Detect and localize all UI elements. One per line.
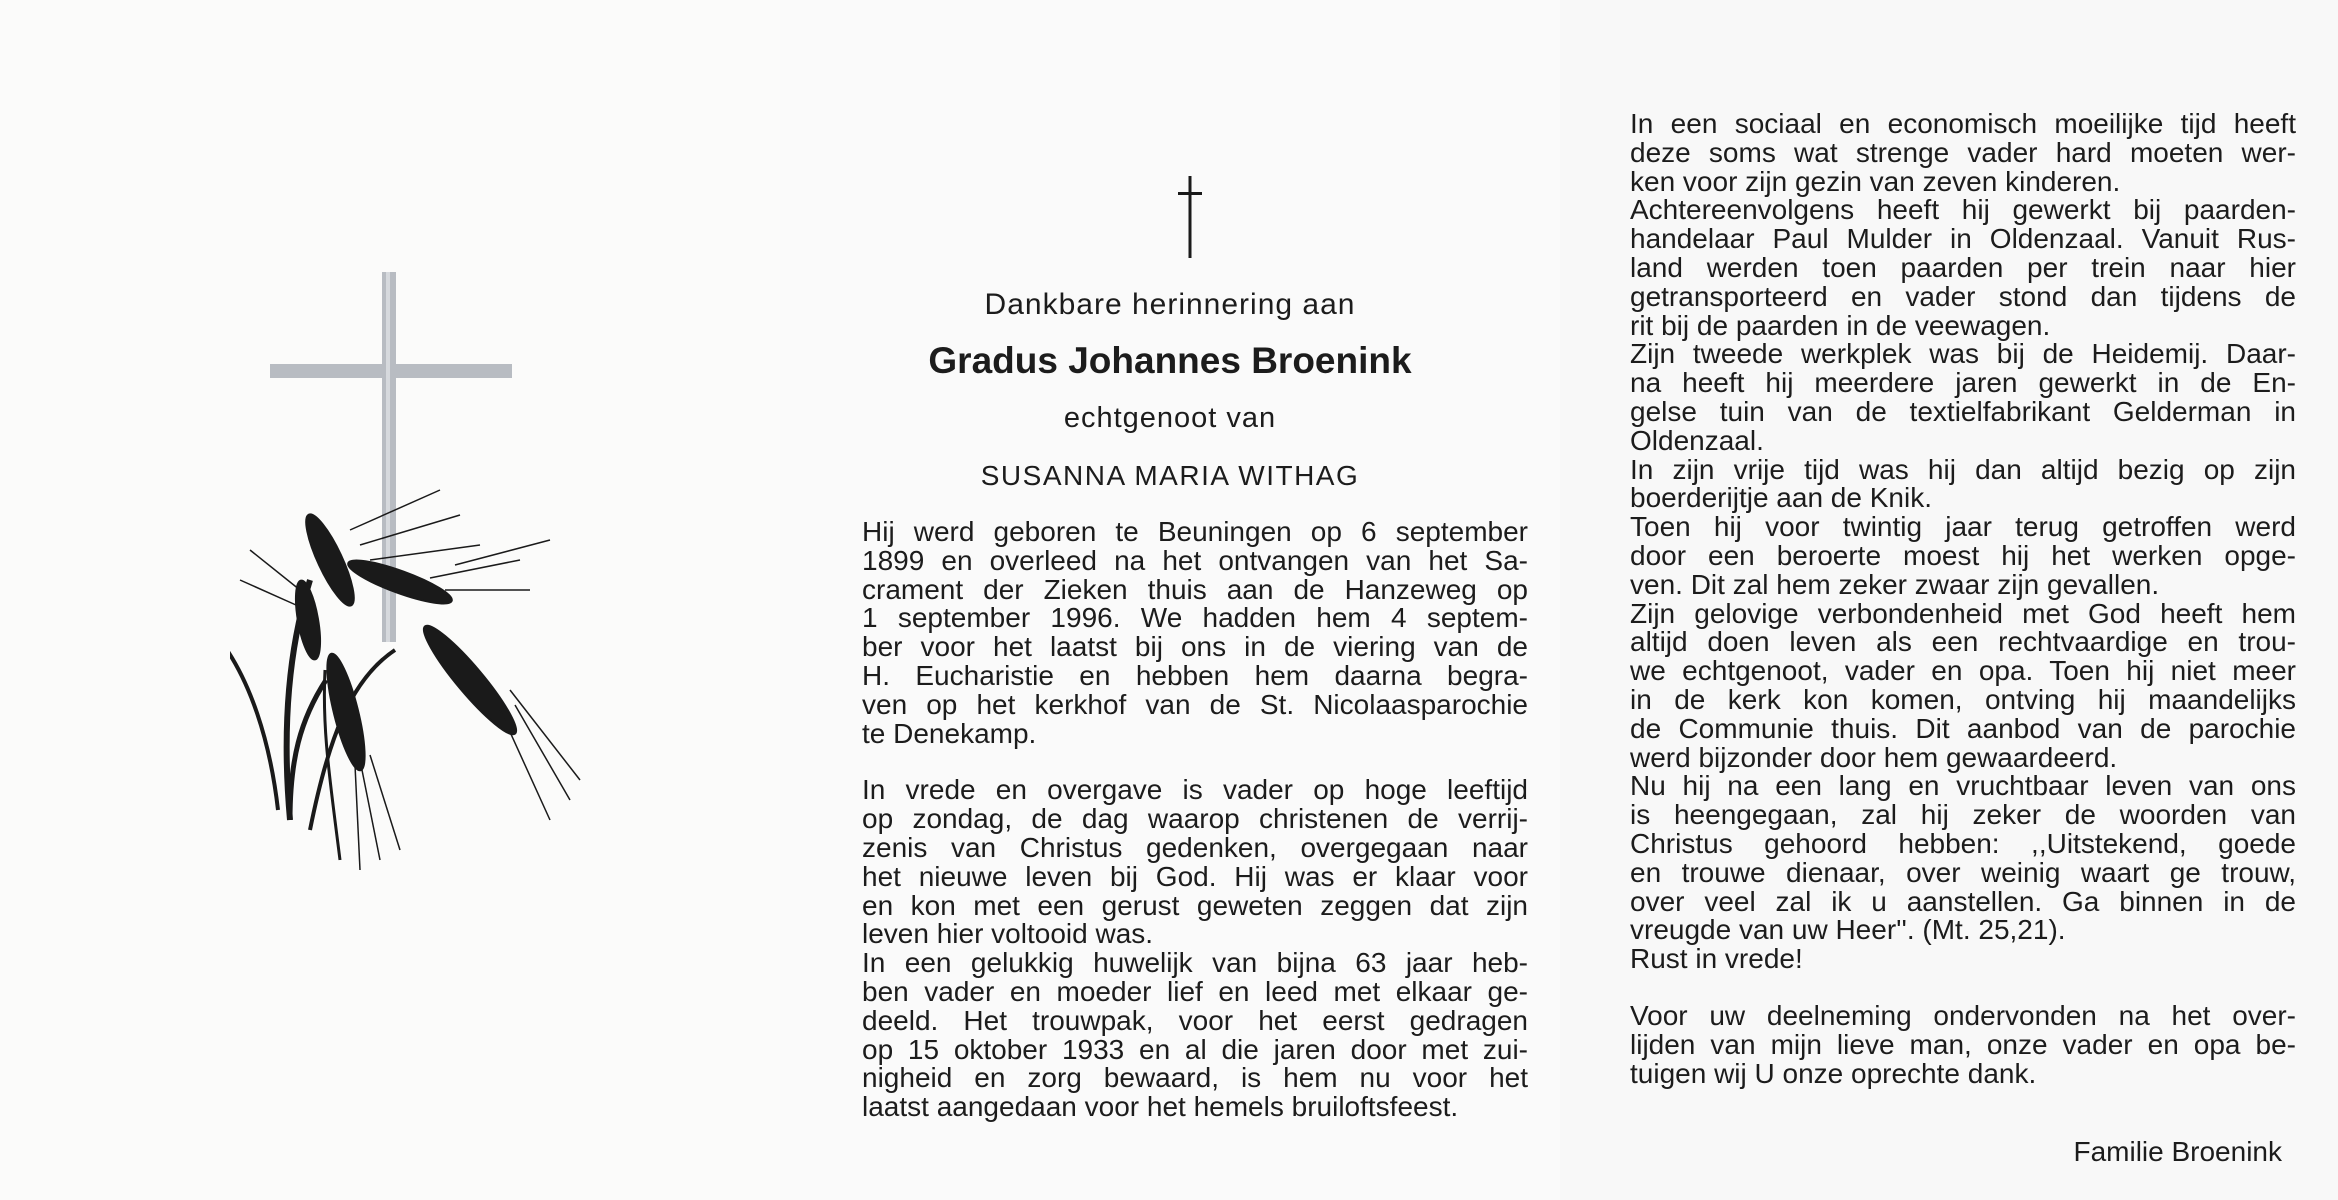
text-line: H. Eucharistie en hebben hem daarna begra- — [862, 659, 1528, 691]
text-line: In een gelukkig huwelijk van bijna 63 jaar heb- — [862, 947, 1528, 979]
deceased-name: Gradus Johannes Broenink — [928, 340, 1412, 381]
text-line: ber voor het laatst bij ons in de viering van de — [862, 631, 1528, 663]
text-line: en kon met een gerust geweten zeggen dat zijn — [862, 889, 1528, 921]
text-line: boerderijtje aan de Knik. — [1630, 482, 1932, 514]
text-line: gelse tuin van de textielfabrikant Gelderman in — [1630, 395, 2296, 427]
text-line: we echtgenoot, vader en opa. Toen hij niet meer — [1630, 655, 2296, 687]
text-line: deze soms wat strenge vader hard moeten wer- — [1630, 136, 2296, 168]
text-line: door een beroerte moest hij het werken opge- — [1630, 539, 2296, 571]
paragraph-gap — [1630, 974, 2296, 1002]
text-line: het nieuwe leven bij God. Hij was er klaar voor — [862, 860, 1528, 892]
text-line: altijd doen leven als een rechtvaardige en trou- — [1630, 626, 2296, 658]
spouse-prefix: echtgenoot van — [1063, 402, 1277, 434]
text-line: Voor uw deelneming ondervonden na het over- — [1630, 999, 2296, 1031]
text-line: ven. Dit zal hem zeker zwaar zijn gevallen. — [1630, 568, 2160, 600]
text-line: Oldenzaal. — [1630, 424, 1764, 456]
paragraph — [862, 776, 1528, 1122]
text-line: tuigen wij U onze oprechte dank. — [1630, 1057, 2037, 1089]
text-line: deeld. Het trouwpak, voor het eerst gedragen — [862, 1004, 1528, 1036]
right-text-column — [1630, 110, 2296, 1088]
paragraph — [862, 518, 1528, 748]
text-line: In zijn vrije tijd was hij dan altijd bezig op zijn — [1630, 453, 2296, 485]
text-line: Achtereenvolgens heeft hij gewerkt bij paarden- — [1630, 194, 2296, 226]
text-line: ken voor zijn gezin van zeven kinderen. — [1630, 165, 2121, 197]
text-line: te Denekamp. — [862, 717, 1037, 749]
wheat-icon — [230, 490, 580, 870]
text-line: lijden van mijn lieve man, onze vader en opa be- — [1630, 1028, 2296, 1060]
text-line: is heengegaan, zal hij zeker de woorden van — [1630, 799, 2296, 831]
text-line: ben vader en moeder lief en leed met elkaar ge- — [862, 975, 1528, 1007]
text-line: Christus gehoord hebben: ,,Uitstekend, goede — [1630, 827, 2296, 859]
small-cross-icon — [1178, 176, 1202, 258]
text-line: Nu hij na een lang en vruchtbaar leven van ons — [1630, 770, 2296, 802]
signature: Familie Broenink — [2073, 1136, 2282, 1167]
text-line: getransporteerd en vader stond dan tijdens de — [1630, 280, 2296, 312]
text-line: ven op het kerkhof van de St. Nicolaasparochie — [862, 688, 1528, 720]
text-line: In een sociaal en economisch moeilijke tijd heeft — [1630, 108, 2296, 139]
text-line: over veel zal ik u aanstellen. Ga binnen in de — [1630, 885, 2296, 917]
paragraph — [1630, 110, 2296, 974]
paragraph — [1630, 999, 2296, 1089]
text-line: Zijn gelovige verbondenheid met God heeft hem — [1630, 597, 2296, 629]
text-line: Rust in vrede! — [1630, 943, 1803, 975]
text-line: laatst aangedaan voor het hemels bruiloftsfeest. — [862, 1091, 1459, 1123]
text-line: In vrede en overgave is vader op hoge leeftijd — [862, 774, 1528, 806]
text-line: land werden toen paarden per trein naar hier — [1630, 251, 2296, 283]
text-line: in de kerk kon komen, ontving hij maandelijks — [1630, 683, 2296, 715]
text-line: 1899 en overleed na het ontvangen van het Sa- — [862, 544, 1528, 576]
text-line: handelaar Paul Mulder in Oldenzaal. Vanuit Rus- — [1630, 223, 2296, 255]
paragraph-gap — [862, 748, 1528, 776]
text-line: en trouwe dienaar, over weinig waart ge trouw, — [1630, 856, 2296, 888]
text-line: na heeft hij meerdere jaren gewerkt in de En- — [1630, 367, 2296, 399]
text-line: op 15 oktober 1933 en al die jaren door met zui- — [862, 1033, 1528, 1065]
text-line: rit bij de paarden in de veewagen. — [1630, 309, 2051, 341]
text-line: Toen hij voor twintig jaar terug getroffen werd — [1630, 511, 2296, 543]
cross-with-wheat-illustration — [230, 260, 590, 900]
text-line: nigheid en zorg bewaard, is hem nu voor het — [862, 1062, 1528, 1094]
text-line: op zondag, de dag waarop christenen de verrij- — [862, 803, 1528, 835]
heading: Dankbare herinnering aan — [984, 288, 1356, 321]
text-line: vreugde van uw Heer''. (Mt. 25,21). — [1630, 914, 2066, 946]
text-line: Hij werd geboren te Beuningen op 6 september — [862, 516, 1528, 547]
left-panel — [0, 0, 780, 1200]
spouse-name: SUSANNA MARIA WITHAG — [980, 460, 1360, 491]
text-line: leven hier voltooid was. — [862, 918, 1154, 950]
text-line: Zijn tweede werkplek was bij de Heidemij. Daar- — [1630, 338, 2296, 370]
text-line: crament der Zieken thuis aan de Hanzeweg op — [862, 573, 1528, 605]
middle-text-column — [862, 518, 1528, 1122]
text-line: 1 september 1996. We hadden hem 4 septem- — [862, 602, 1528, 634]
text-line: zenis van Christus gedenken, overgegaan naar — [862, 831, 1528, 863]
text-line: werd bijzonder door hem gewaardeerd. — [1630, 741, 2118, 773]
text-line: de Communie thuis. Dit aanbod van de parochie — [1630, 712, 2296, 744]
